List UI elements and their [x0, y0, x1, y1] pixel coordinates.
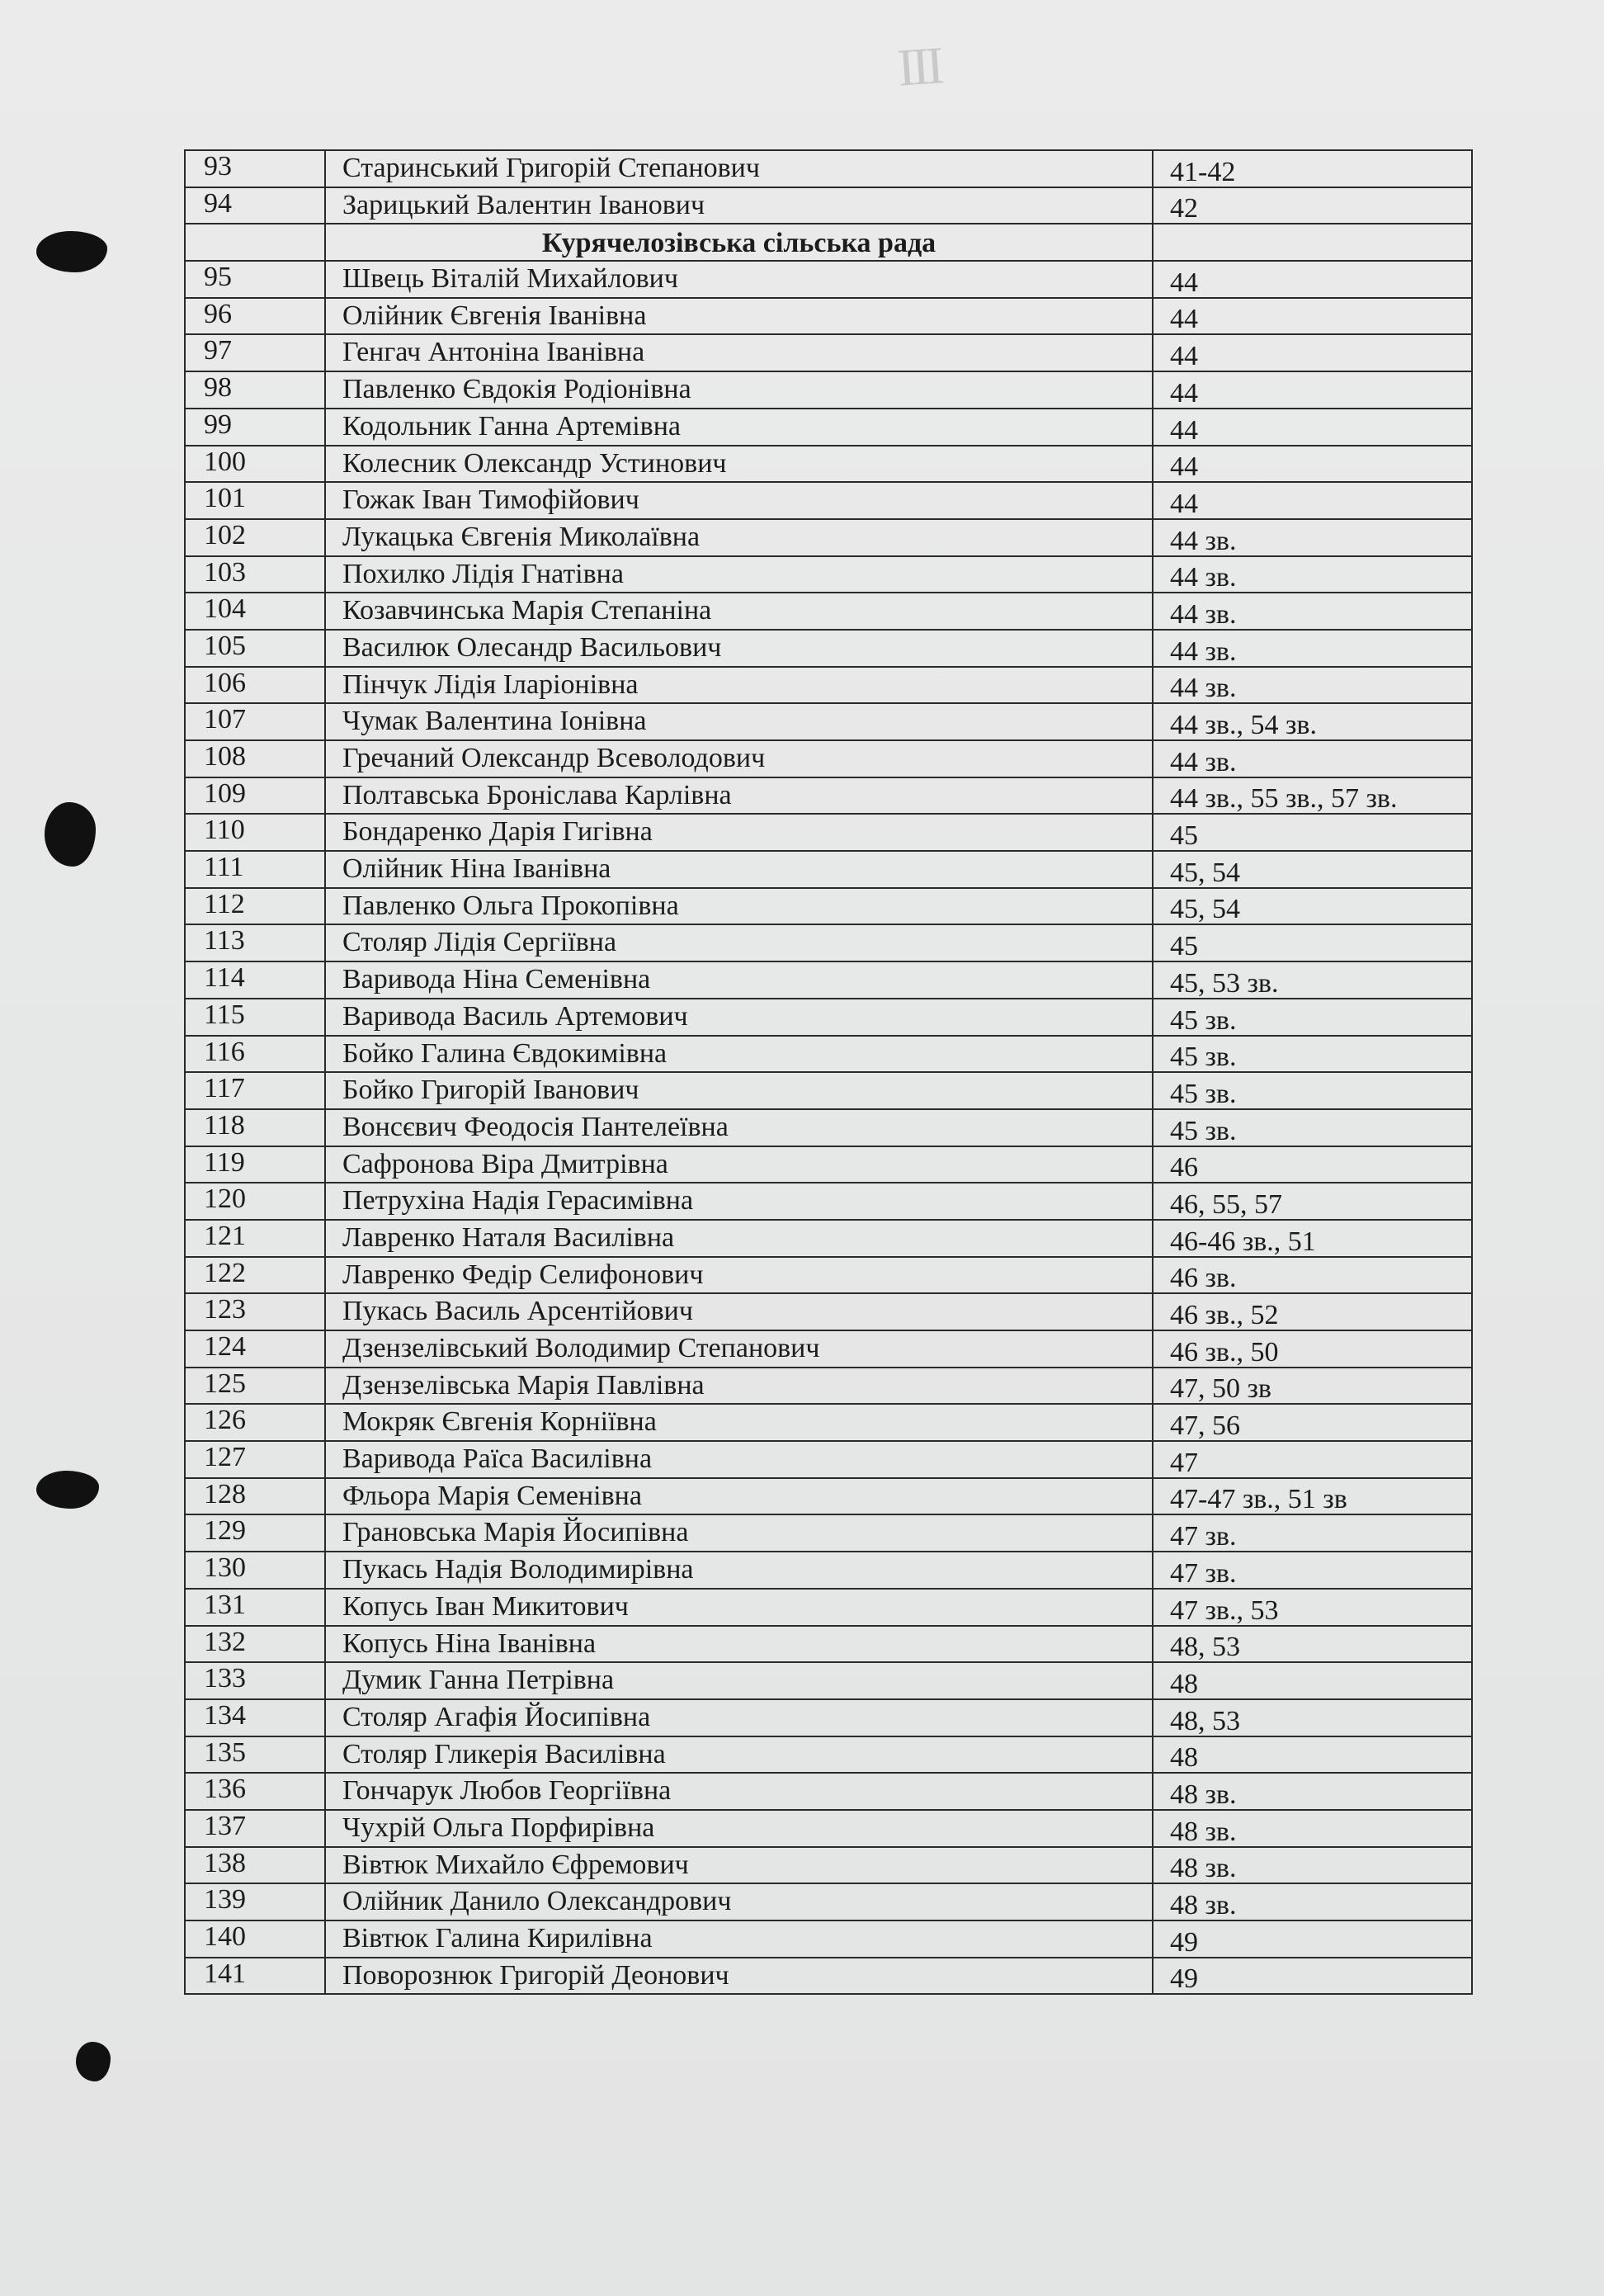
person-name: Василюк Олесандр Васильович — [325, 630, 1153, 667]
person-name: Олійник Євгенія Іванівна — [325, 298, 1153, 335]
person-name: Дзензелівський Володимир Степанович — [325, 1330, 1153, 1368]
row-number: 118 — [185, 1109, 325, 1146]
page-refs: 45 зв. — [1153, 1036, 1472, 1073]
table-row — [185, 1626, 1472, 1663]
row-number: 97 — [185, 334, 325, 371]
table-row — [185, 1330, 1472, 1368]
table-row — [185, 1257, 1472, 1294]
page-refs: 48 — [1153, 1662, 1472, 1699]
section-pages-cell — [1153, 224, 1472, 261]
person-name: Бондаренко Дарія Гигівна — [325, 814, 1153, 851]
row-number: 134 — [185, 1699, 325, 1736]
punch-hole — [45, 802, 96, 867]
row-number: 135 — [185, 1736, 325, 1774]
table-row — [185, 667, 1472, 704]
table-row — [185, 703, 1472, 740]
page-refs: 48, 53 — [1153, 1699, 1472, 1736]
table-row — [185, 1183, 1472, 1220]
page-refs: 44 зв. — [1153, 740, 1472, 777]
table-row — [185, 1810, 1472, 1847]
row-number: 112 — [185, 888, 325, 925]
row-number: 126 — [185, 1404, 325, 1441]
page-refs: 45 зв. — [1153, 999, 1472, 1036]
row-number: 110 — [185, 814, 325, 851]
table-row — [185, 1514, 1472, 1552]
page-refs: 44 — [1153, 371, 1472, 409]
table-row — [185, 1036, 1472, 1073]
person-name: Вонсєвич Феодосія Пантелеївна — [325, 1109, 1153, 1146]
person-name: Копусь Ніна Іванівна — [325, 1626, 1153, 1663]
person-name: Колесник Олександр Устинович — [325, 446, 1153, 483]
page-refs: 41-42 — [1153, 150, 1472, 187]
table-row — [185, 924, 1472, 961]
page-refs: 44 — [1153, 261, 1472, 298]
roster-rows — [185, 261, 1472, 1994]
page-refs: 45 — [1153, 924, 1472, 961]
table-row — [185, 298, 1472, 335]
table-row — [185, 1220, 1472, 1257]
row-number: 140 — [185, 1920, 325, 1958]
page-refs: 44 — [1153, 298, 1472, 335]
page-refs: 46 зв., 50 — [1153, 1330, 1472, 1368]
page-refs: 45 зв. — [1153, 1109, 1472, 1146]
person-name: Дзензелівська Марія Павлівна — [325, 1368, 1153, 1405]
person-name: Поворознюк Григорій Деонович — [325, 1958, 1153, 1995]
page-refs: 44 — [1153, 482, 1472, 519]
roster-rows — [185, 150, 1472, 224]
row-number: 105 — [185, 630, 325, 667]
row-number: 116 — [185, 1036, 325, 1073]
person-name: Думик Ганна Петрівна — [325, 1662, 1153, 1699]
page-refs: 44 зв. — [1153, 630, 1472, 667]
table-row — [185, 371, 1472, 409]
table-row — [185, 261, 1472, 298]
table-row — [185, 888, 1472, 925]
row-number: 96 — [185, 298, 325, 335]
page-refs: 48, 53 — [1153, 1626, 1472, 1663]
person-name: Пукась Надія Володимирівна — [325, 1552, 1153, 1589]
person-name: Варивода Василь Артемович — [325, 999, 1153, 1036]
row-number: 109 — [185, 777, 325, 815]
page-refs: 48 — [1153, 1736, 1472, 1774]
page-refs: 45 — [1153, 814, 1472, 851]
page-refs: 44 зв. — [1153, 556, 1472, 593]
table-row — [185, 556, 1472, 593]
table-row — [185, 1109, 1472, 1146]
section-header — [185, 224, 1472, 261]
row-number: 127 — [185, 1441, 325, 1478]
page-refs: 46 зв. — [1153, 1257, 1472, 1294]
person-name: Козавчинська Марія Степаніна — [325, 593, 1153, 630]
person-name: Лавренко Наталя Василівна — [325, 1220, 1153, 1257]
table-row — [185, 777, 1472, 815]
person-name: Вівтюк Галина Кирилівна — [325, 1920, 1153, 1958]
page-refs: 42 — [1153, 187, 1472, 224]
table-row — [185, 150, 1472, 187]
table-row — [185, 334, 1472, 371]
table-row — [185, 519, 1472, 556]
page-refs: 44 зв. — [1153, 667, 1472, 704]
row-number: 139 — [185, 1883, 325, 1920]
row-number: 106 — [185, 667, 325, 704]
row-number: 95 — [185, 261, 325, 298]
table-row — [185, 1368, 1472, 1405]
table-row — [185, 1478, 1472, 1515]
person-name: Сафронова Віра Дмитрівна — [325, 1146, 1153, 1183]
row-number: 122 — [185, 1257, 325, 1294]
row-number: 93 — [185, 150, 325, 187]
page-refs: 44 зв. — [1153, 593, 1472, 630]
page-refs: 46 — [1153, 1146, 1472, 1183]
table-row — [185, 1920, 1472, 1958]
page-refs: 44 — [1153, 409, 1472, 446]
page-number-mark: III — [895, 35, 943, 97]
page-refs: 44 — [1153, 334, 1472, 371]
person-name: Лавренко Федір Селифонович — [325, 1257, 1153, 1294]
row-number: 103 — [185, 556, 325, 593]
row-number: 99 — [185, 409, 325, 446]
table-row — [185, 1404, 1472, 1441]
section-num-cell — [185, 224, 325, 261]
person-name: Гожак Іван Тимофійович — [325, 482, 1153, 519]
page-refs: 44 зв., 55 зв., 57 зв. — [1153, 777, 1472, 815]
table-row — [185, 1883, 1472, 1920]
row-number: 114 — [185, 961, 325, 999]
row-number: 101 — [185, 482, 325, 519]
row-number: 129 — [185, 1514, 325, 1552]
person-name: Варивода Раїса Василівна — [325, 1441, 1153, 1478]
person-name: Пінчук Лідія Іларіонівна — [325, 667, 1153, 704]
page-refs: 49 — [1153, 1958, 1472, 1995]
person-name: Столяр Гликерія Василівна — [325, 1736, 1153, 1774]
person-name: Кодольник Ганна Артемівна — [325, 409, 1153, 446]
page-refs: 44 зв. — [1153, 519, 1472, 556]
row-number: 120 — [185, 1183, 325, 1220]
person-name: Павленко Євдокія Родіонівна — [325, 371, 1153, 409]
row-number: 102 — [185, 519, 325, 556]
section-row — [185, 224, 1472, 261]
person-name: Петрухіна Надія Герасимівна — [325, 1183, 1153, 1220]
person-name: Пукась Василь Арсентійович — [325, 1293, 1153, 1330]
row-number: 130 — [185, 1552, 325, 1589]
punch-hole — [36, 1471, 99, 1509]
table-row — [185, 482, 1472, 519]
page-refs: 47 — [1153, 1441, 1472, 1478]
table-row — [185, 409, 1472, 446]
row-number: 94 — [185, 187, 325, 224]
row-number: 131 — [185, 1589, 325, 1626]
table-row — [185, 1847, 1472, 1884]
row-number: 121 — [185, 1220, 325, 1257]
page-refs: 48 зв. — [1153, 1810, 1472, 1847]
page-refs: 47-47 зв., 51 зв — [1153, 1478, 1472, 1515]
person-name: Фльора Марія Семенівна — [325, 1478, 1153, 1515]
table-row — [185, 851, 1472, 888]
page-refs: 45 зв. — [1153, 1072, 1472, 1109]
person-name: Грановська Марія Йосипівна — [325, 1514, 1153, 1552]
table-row — [185, 814, 1472, 851]
row-number: 108 — [185, 740, 325, 777]
row-number: 107 — [185, 703, 325, 740]
page-refs: 47 зв., 53 — [1153, 1589, 1472, 1626]
table-row — [185, 1293, 1472, 1330]
page-refs: 46 зв., 52 — [1153, 1293, 1472, 1330]
page-refs: 46, 55, 57 — [1153, 1183, 1472, 1220]
row-number: 141 — [185, 1958, 325, 1995]
person-name: Мокряк Євгенія Корніївна — [325, 1404, 1153, 1441]
table-row — [185, 187, 1472, 224]
person-name: Вівтюк Михайло Єфремович — [325, 1847, 1153, 1884]
table-row — [185, 961, 1472, 999]
table-row — [185, 446, 1472, 483]
row-number: 132 — [185, 1626, 325, 1663]
row-number: 115 — [185, 999, 325, 1036]
person-name: Павленко Ольга Прокопівна — [325, 888, 1153, 925]
row-number: 98 — [185, 371, 325, 409]
page-refs: 48 зв. — [1153, 1847, 1472, 1884]
person-name: Гречаний Олександр Всеволодович — [325, 740, 1153, 777]
table-row — [185, 1072, 1472, 1109]
table-row — [185, 1552, 1472, 1589]
table-row — [185, 1441, 1472, 1478]
row-number: 104 — [185, 593, 325, 630]
section-title: Курячелозівська сільська рада — [325, 224, 1153, 261]
person-name: Лукацька Євгенія Миколаївна — [325, 519, 1153, 556]
table-row — [185, 999, 1472, 1036]
page-refs: 45, 54 — [1153, 851, 1472, 888]
page-refs: 44 зв., 54 зв. — [1153, 703, 1472, 740]
page-refs: 48 зв. — [1153, 1773, 1472, 1810]
page-refs: 47, 50 зв — [1153, 1368, 1472, 1405]
table-row — [185, 740, 1472, 777]
person-name: Олійник Данило Олександрович — [325, 1883, 1153, 1920]
row-number: 117 — [185, 1072, 325, 1109]
page-refs: 49 — [1153, 1920, 1472, 1958]
person-name: Полтавська Броніслава Карлівна — [325, 777, 1153, 815]
table-row — [185, 1589, 1472, 1626]
row-number: 113 — [185, 924, 325, 961]
page-refs: 48 зв. — [1153, 1883, 1472, 1920]
page-refs: 47, 56 — [1153, 1404, 1472, 1441]
row-number: 111 — [185, 851, 325, 888]
row-number: 138 — [185, 1847, 325, 1884]
table-row — [185, 630, 1472, 667]
person-name: Зарицький Валентин Іванович — [325, 187, 1153, 224]
person-name: Столяр Агафія Йосипівна — [325, 1699, 1153, 1736]
person-name: Чумак Валентина Іонівна — [325, 703, 1153, 740]
roster-table — [184, 149, 1473, 1995]
person-name: Бойко Григорій Іванович — [325, 1072, 1153, 1109]
person-name: Похилко Лідія Гнатівна — [325, 556, 1153, 593]
person-name: Олійник Ніна Іванівна — [325, 851, 1153, 888]
person-name: Швець Віталій Михайлович — [325, 261, 1153, 298]
row-number: 133 — [185, 1662, 325, 1699]
person-name: Варивода Ніна Семенівна — [325, 961, 1153, 999]
person-name: Чухрій Ольга Порфирівна — [325, 1810, 1153, 1847]
row-number: 128 — [185, 1478, 325, 1515]
row-number: 123 — [185, 1293, 325, 1330]
page-refs: 47 зв. — [1153, 1552, 1472, 1589]
table-row — [185, 1146, 1472, 1183]
row-number: 137 — [185, 1810, 325, 1847]
table-row — [185, 1736, 1472, 1774]
page-refs: 45, 53 зв. — [1153, 961, 1472, 999]
table-row — [185, 1773, 1472, 1810]
table-row — [185, 1699, 1472, 1736]
punch-hole — [36, 231, 107, 272]
table-row — [185, 593, 1472, 630]
person-name: Столяр Лідія Сергіївна — [325, 924, 1153, 961]
person-name: Генгач Антоніна Іванівна — [325, 334, 1153, 371]
punch-hole — [76, 2042, 111, 2081]
row-number: 125 — [185, 1368, 325, 1405]
row-number: 124 — [185, 1330, 325, 1368]
row-number: 100 — [185, 446, 325, 483]
page-refs: 45, 54 — [1153, 888, 1472, 925]
person-name: Бойко Галина Євдокимівна — [325, 1036, 1153, 1073]
row-number: 119 — [185, 1146, 325, 1183]
table-row — [185, 1958, 1472, 1995]
page-refs: 44 — [1153, 446, 1472, 483]
person-name: Гончарук Любов Георгіївна — [325, 1773, 1153, 1810]
page-refs: 47 зв. — [1153, 1514, 1472, 1552]
row-number: 136 — [185, 1773, 325, 1810]
page-refs: 46-46 зв., 51 — [1153, 1220, 1472, 1257]
table-row — [185, 1662, 1472, 1699]
person-name: Копусь Іван Микитович — [325, 1589, 1153, 1626]
person-name: Старинський Григорій Степанович — [325, 150, 1153, 187]
